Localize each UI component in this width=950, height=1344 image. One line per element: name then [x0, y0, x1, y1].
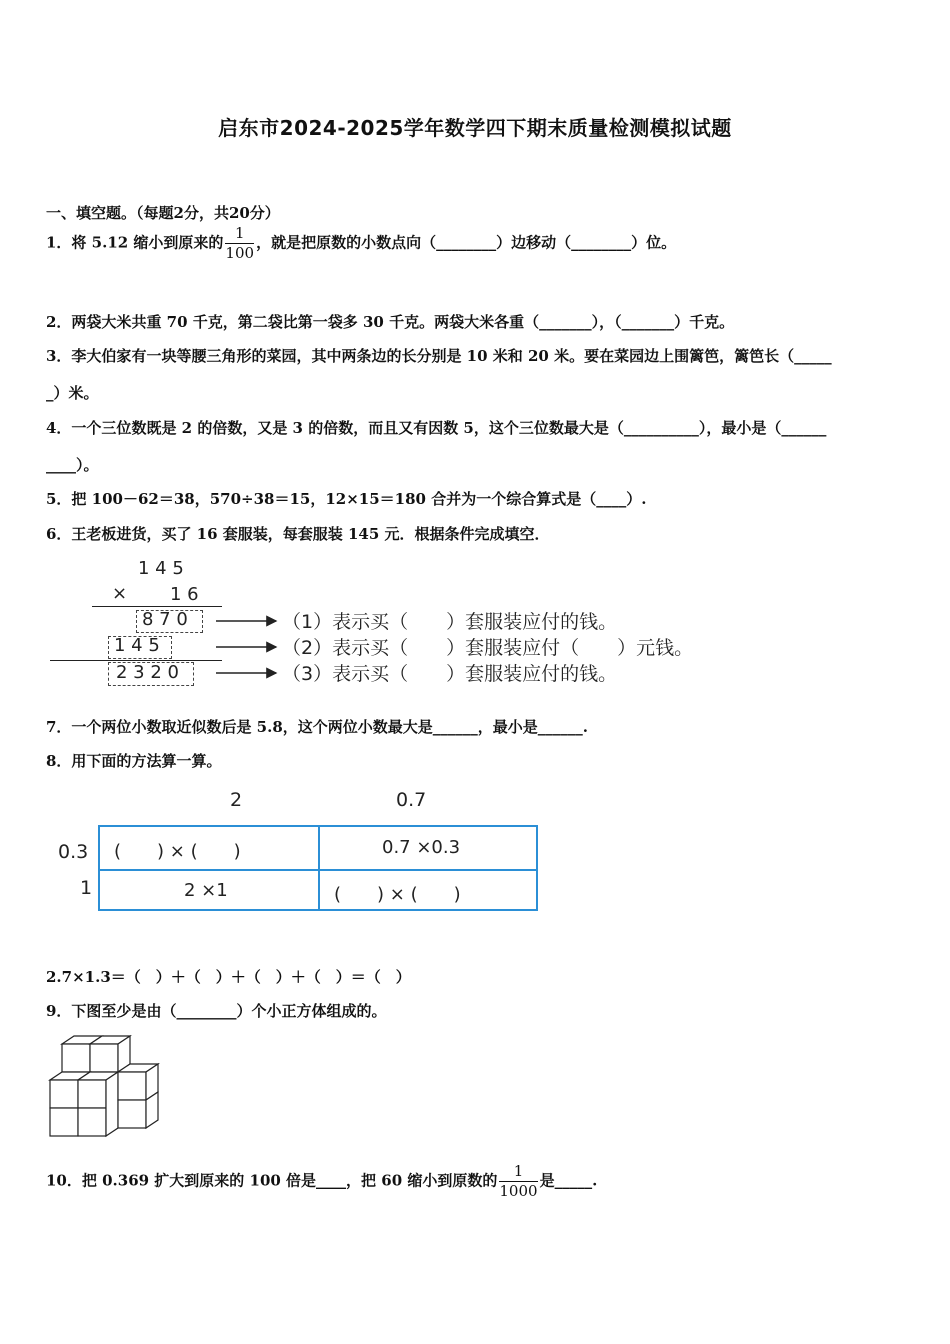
multiplier: 1 6	[170, 584, 199, 605]
question-8-equation: 2.7×1.3＝（ ）＋（ ）＋（ ）＋（ ）＝（ ）	[46, 968, 411, 986]
partial-product-2: 1 4 5	[114, 635, 160, 656]
fraction-numerator: 1	[234, 224, 245, 242]
column-header-0.7: 0.7	[396, 789, 427, 811]
label-2: （2）表示买（ ）套服装应付（ ）元钱。	[282, 637, 694, 659]
question-9: 9．下图至少是由（________）个小正方体组成的。	[46, 1002, 387, 1020]
cube-bottom-2-front	[78, 1108, 106, 1136]
product-line-1	[92, 606, 222, 607]
cube-stack-side	[106, 1072, 118, 1136]
question-5: 5．把 100－62＝38，570÷38＝15，12×15＝180 合并为一个综合算式是（____）.	[46, 490, 647, 508]
question-4-line-1: 4．一个三位数既是 2 的倍数，又是 3 的倍数，而且又有因数 5，这个三位数最大是（__________），最小是（______	[46, 419, 827, 437]
fraction-1-100	[225, 226, 254, 261]
product-line-2	[50, 660, 222, 661]
section-heading: 一、填空题。（每题2分，共20分）	[46, 204, 280, 222]
fraction-denominator: 1000	[499, 1182, 538, 1200]
fraction-1-1000	[499, 1164, 537, 1199]
partial-product-1: 8 7 0	[142, 609, 188, 630]
question-2: 2．两袋大米共重 70 千克，第二袋比第一袋多 30 千克。两袋大米各重（_______），（_______）千克。	[46, 313, 735, 331]
cube-mid-1-front	[50, 1080, 78, 1108]
area-grid	[98, 825, 538, 911]
question-10-text-before: 10．把 0.369 扩大到原来的 100 倍是____，把 60 缩小到原数的	[46, 1171, 498, 1190]
cell-2x1: 2 ×1	[184, 880, 228, 901]
times-sign: ×	[112, 583, 128, 604]
label-3: （3）表示买（ ）套服装应付的钱。	[282, 663, 618, 685]
fraction-denominator: 100	[225, 244, 255, 262]
question-10-text-after: 是_____.	[539, 1171, 598, 1190]
fraction-numerator: 1	[513, 1162, 524, 1180]
row-header-1: 1	[80, 877, 93, 899]
cubes-figure	[46, 1034, 166, 1142]
column-header-2: 2	[230, 789, 243, 811]
cube-right-1-front	[118, 1072, 146, 1100]
question-7: 7．一个两位小数取近似数后是 5.8，这个两位小数最大是______，最小是______.	[46, 718, 588, 736]
question-10	[46, 1164, 597, 1199]
cube-mid-2-front	[78, 1080, 106, 1108]
row-header-0.3: 0.3	[58, 841, 89, 863]
multiplication-diagram	[46, 556, 746, 691]
multiplicand: 1 4 5	[138, 558, 184, 579]
cube-top-1-front	[62, 1044, 90, 1072]
cube-right-2-front	[118, 1100, 146, 1128]
cell-blank-product-2: ( ) × ( )	[334, 884, 461, 905]
label-1: （1）表示买（ ）套服装应付的钱。	[282, 611, 618, 633]
grid-horizontal-line	[100, 869, 536, 871]
cell-blank-product-1: ( ) × ( )	[114, 841, 241, 862]
arrows	[214, 610, 284, 690]
question-1-text-after: ，就是把原数的小数点向（________）边移动（________）位。	[256, 233, 677, 252]
page-title: 启东市2024-2025学年数学四下期末质量检测模拟试题	[218, 116, 732, 140]
question-6: 6．王老板进货，买了 16 套服装，每套服装 145 元．根据条件完成填空．	[46, 525, 550, 543]
question-1	[46, 226, 676, 261]
question-3-line-2: _）米。	[46, 384, 99, 402]
question-4-line-2: ____）。	[46, 456, 99, 474]
cube-bottom-1-front	[50, 1108, 78, 1136]
question-3-line-1: 3．李大伯家有一块等腰三角形的菜园，其中两条边的长分别是 10 米和 20 米。要在菜园边上围篱笆，篱笆长（_____	[46, 347, 832, 365]
result-product: 2 3 2 0	[116, 662, 179, 683]
cube-top-2-front	[90, 1044, 118, 1072]
question-8: 8．用下面的方法算一算。	[46, 752, 222, 770]
cell-0.7x0.3: 0.7 ×0.3	[382, 837, 461, 858]
area-model	[46, 785, 566, 925]
question-1-text-before: 1．将 5.12 缩小到原来的	[46, 233, 224, 252]
